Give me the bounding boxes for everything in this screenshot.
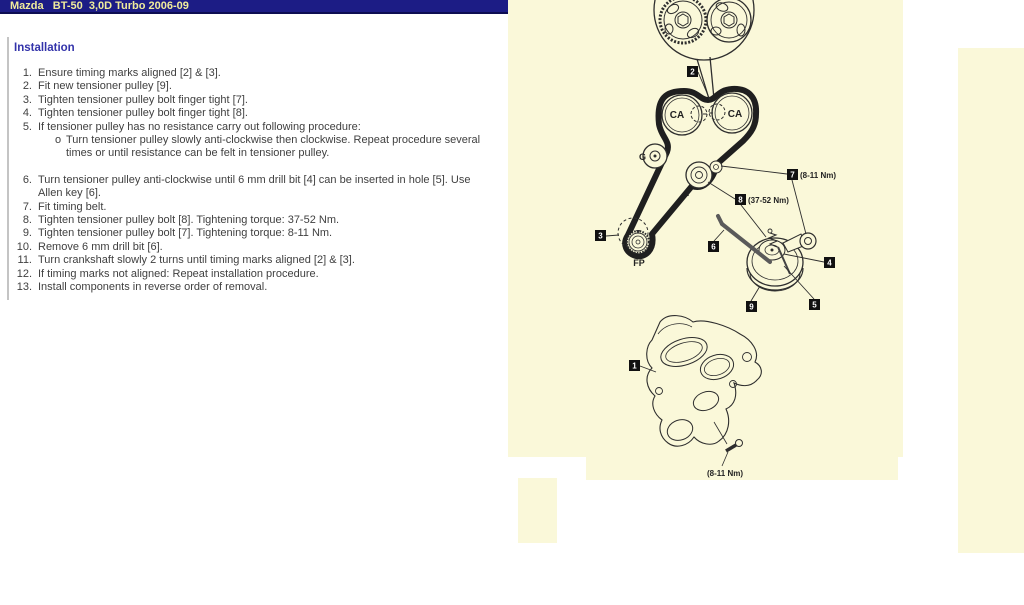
step-number: 13.: [16, 281, 32, 294]
section-left-rule: [7, 37, 9, 300]
guide-pulley-label: G: [638, 152, 646, 162]
svg-text:6: 6: [711, 242, 716, 252]
svg-text:4: 4: [827, 258, 832, 268]
step-text: Tighten tensioner pulley bolt [8]. Tightening torque: 37-52 Nm.: [38, 214, 340, 227]
step-text: Turn crankshaft slowly 2 turns until timing marks aligned [2] & [3].: [38, 254, 355, 267]
step-text: Fit new tensioner pulley [9].: [38, 80, 172, 93]
step-number: 5.: [22, 120, 32, 133]
tensioner-pulley-label: T: [685, 188, 691, 198]
torque-7-label: (8-11 Nm): [800, 171, 837, 180]
step-text: Turn tensioner pulley anti-clockwise until 6 mm drill bit [4] can be inserted in hole [5]. Use Allen key [6].: [38, 173, 471, 200]
callout-9: [746, 301, 757, 312]
timing-belt-diagram: [508, 0, 1024, 600]
step-item: [12, 227, 490, 240]
step-text: Tighten tensioner pulley bolt finger tight [8].: [38, 107, 248, 120]
step-item: [12, 201, 490, 214]
step-item: [12, 268, 490, 281]
step-text: Tighten tensioner pulley bolt [7]. Tightening torque: 8-11 Nm.: [38, 227, 333, 240]
step-number: 1.: [22, 67, 32, 79]
svg-text:9: 9: [749, 302, 754, 312]
callout-6: [708, 241, 719, 252]
svg-text:1: 1: [632, 361, 637, 371]
step-item: [12, 281, 490, 294]
svg-text:2: 2: [690, 67, 695, 77]
model-header-bar: [0, 0, 508, 14]
step-number: 3.: [22, 93, 32, 106]
step-text: If timing marks not aligned: Repeat installation procedure.: [38, 267, 319, 280]
step-item: [12, 80, 490, 93]
callout-2: [687, 66, 698, 77]
step-item: [12, 174, 490, 201]
svg-text:7: 7: [790, 170, 795, 180]
step-text: Tighten tensioner pulley bolt finger tight [7].: [38, 93, 248, 106]
installation-steps: [12, 67, 490, 295]
callout-3: [595, 230, 606, 241]
svg-text:5: 5: [812, 300, 817, 310]
step-item: [12, 254, 490, 267]
torque-8-label: (37-52 Nm): [748, 196, 789, 205]
cam-right-label: CA: [727, 109, 743, 120]
model-title: Mazda BT-50 3,0D Turbo 2006-09: [10, 0, 189, 12]
cam-left-label: CA: [669, 110, 685, 121]
step-text: If tensioner pulley has no resistance carry out following procedure:: [38, 120, 361, 133]
step-text: Install components in reverse order of removal.: [38, 281, 268, 294]
step-text: Ensure timing marks aligned [2] & [3].: [38, 67, 221, 79]
step-item: [12, 107, 490, 120]
page-title: Installation: [14, 42, 75, 54]
substep-item: [55, 134, 490, 161]
step-number: 4.: [22, 107, 32, 120]
step-number: 11.: [17, 254, 32, 267]
step-number: 12.: [16, 267, 32, 280]
svg-text:3: 3: [598, 231, 603, 241]
torque-cover-bolt-label: (8-11 Nm): [706, 469, 744, 478]
step-item: [12, 94, 490, 107]
arm-bolt-ring: [800, 233, 816, 249]
step-number: 9.: [22, 227, 32, 240]
step-item: [12, 121, 490, 134]
callout-5: [809, 299, 820, 310]
substep-bullet: o: [55, 134, 62, 147]
callout-8: [735, 194, 746, 205]
step-text: Remove 6 mm drill bit [6].: [38, 240, 163, 253]
callout-4: [824, 257, 835, 268]
step-item: [12, 214, 490, 227]
step-number: 2.: [22, 80, 32, 93]
substep-text: Turn tensioner pulley slowly anti-clockwise then clockwise. Repeat procedure several times or until resistance can be felt in tensioner pulley.: [66, 134, 481, 160]
callout-7: [787, 169, 798, 180]
step-number: 6.: [22, 173, 32, 186]
fuel-pump-label: FP: [633, 258, 645, 268]
svg-text:8: 8: [738, 195, 743, 205]
step-number: 8.: [22, 214, 32, 227]
step-number: 10.: [16, 240, 32, 253]
step-item: [12, 241, 490, 254]
step-number: 7.: [22, 200, 32, 213]
step-text: Fit timing belt.: [38, 200, 107, 213]
step-item: [12, 67, 490, 80]
callout-1: [629, 360, 640, 371]
